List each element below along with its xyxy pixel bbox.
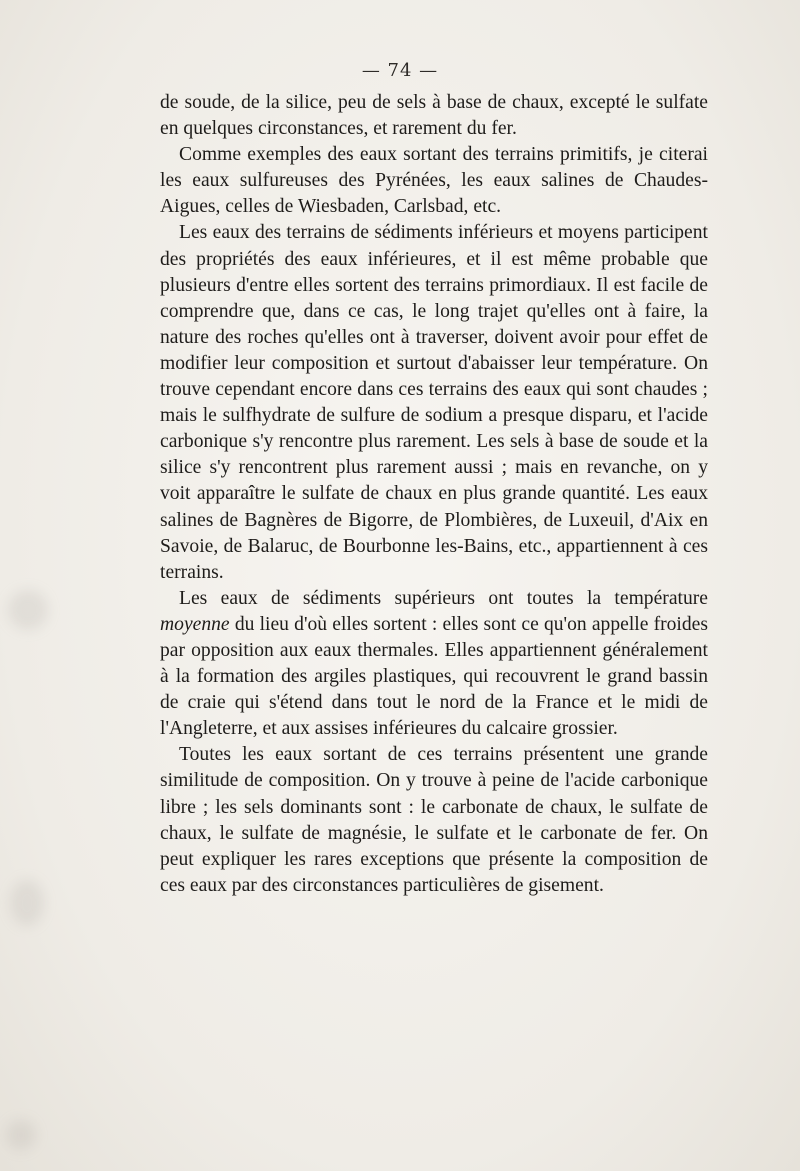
paper-stain [6,1120,36,1150]
paragraph [160,586,708,743]
emphasized-word: moyenne [160,613,230,635]
paragraph: Comme exemples des eaux sortant des terrains primitifs, je citerai les eaux sulfureuses des Pyrénées, les eaux salines de Chaudes-Aigues, celles de Wiesbaden, Carlsbad, etc. [160,144,708,218]
paragraph-continuation: de soude, de la silice, peu de sels à base de chaux, excepté le sulfate en quelques circonstances, et rarement du fer. [160,92,708,140]
paragraph: Toutes les eaux sortant de ces terrains présentent une grande similitude de composition. On y trouve à peine de l'acide carbonique libre ; les sels dominants sont : le carbonate de chaux, le sulfate de chaux, le sulfate de magnésie, le sulfate et le carbonate de fer. On peut expliquer les rares exceptions que présente la composition de ces eaux par des circonstances particulières de gisement. [160,744,708,896]
paragraph-text: Les eaux de sédiments supérieurs ont toutes la température [179,587,708,609]
paper-stain [8,590,48,630]
paper-stain [10,880,44,926]
paragraph-text: du lieu d'où elles sortent : elles sont ce qu'on appelle froides par opposition aux eaux thermales. Elles appartiennent généralement à la formation des argiles plastiques, qui recouvrent le grand bassin de craie qui s'étend dans tout le nord de la France et le midi de l'Angleterre, et aux assises inférieures du calcaire grossier. [160,613,708,740]
page-number: — 74 — [361,60,439,81]
paragraph: Les eaux des terrains de sédiments inférieurs et moyens participent des propriétés des eaux inférieures, et il est même probable que plusieurs d'entre elles sortent des terrains primordiaux. Il est facile de comprendre que, dans ce cas, le long trajet qu'elles ont à faire, la nature des roches qu'elles ont à traverser, doivent avoir pour effet de modifier leur composition et surtout d'abaisser leur température. On trouve cependant encore dans ces terrains des eaux qui sont chaudes ; mais le sulfhydrate de sulfure de sodium a presque disparu, et l'acide carbonique s'y rencontre plus rarement. Les sels à base de soude et la silice s'y rencontrent plus rarement aussi ; mais en revanche, on y voit apparaître le sulfate de chaux en plus grande quantité. Les eaux salines de Bagnères de Bigorre, de Plombières, de Luxeuil, d'Aix en Savoie, de Balaruc, de Bourbonne les-Bains, etc., appartiennent à ces terrains. [160,222,708,583]
body-text [160,90,708,899]
